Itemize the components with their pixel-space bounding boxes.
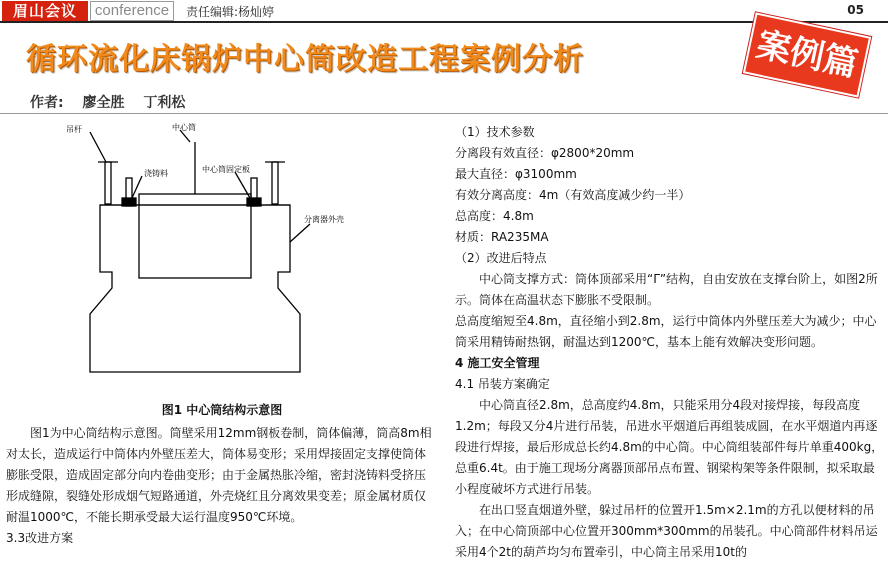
leader-castable [132, 176, 142, 198]
subsection-heading: 4.1 吊装方案确定 [455, 377, 550, 391]
center-tube-outline [139, 194, 251, 278]
leader-hanger [90, 132, 106, 162]
hanger-rod-right [272, 162, 278, 204]
improvement-heading: （2）改进后特点 [455, 251, 547, 265]
section-tag: conference [90, 1, 174, 21]
paragraph: 总高度缩短至4.8m，直径缩小到2.8m，运行中筒体内外壁压差大为减少；中心筒采用精铸耐热钢，耐温达到1200℃，基本上能有效解决变形问题。 [455, 314, 877, 349]
support-block-left [122, 198, 136, 206]
spec-line: 材质：RA235MA [455, 230, 549, 244]
label-castable: 浇铸料 [144, 169, 168, 178]
label-support: 中心筒固定板 [202, 165, 250, 174]
section-heading: 4 施工安全管理 [455, 356, 540, 370]
leader-shell [290, 224, 310, 242]
spec-line: 有效分离高度：4m（有效高度减少约一半） [455, 188, 691, 202]
spec-line: 分离段有效直径：φ2800*20mm [455, 146, 635, 160]
paragraph: 中心筒支撑方式：筒体顶部采用“Γ”结构，自由安放在支撑台阶上，如图2所示。筒体在高温状态下膨胀不受限制。 [455, 272, 878, 307]
category-badge: 案例篇 [743, 12, 871, 97]
journal-logo: 眉山会议 [2, 1, 88, 21]
spec-line: 总高度：4.8m [455, 209, 534, 223]
support-block-right [247, 198, 261, 206]
structure-figure [60, 122, 390, 394]
article-title: 循环流化床锅炉中心筒改造工程案例分析 [26, 42, 584, 77]
structure-diagram [60, 122, 390, 394]
separator-shell-outline [90, 205, 300, 372]
tech-params-heading: （1）技术参数 [455, 125, 535, 139]
label-hanger: 吊杆 [66, 125, 82, 134]
spec-line: 最大直径：φ3100mm [455, 167, 577, 181]
right-column [455, 122, 885, 563]
author-line [30, 92, 199, 112]
paragraph: 在出口竖直烟道外壁，躲过吊杆的位置开1.5m×2.1m的方孔以便材料的吊入；在中心筒顶部中心位置开300mm*300mm的吊装孔。中心筒部件材料吊运采用4个2t的葫芦均匀布置牵引，中心筒主吊采用10t的 [455, 503, 878, 559]
title-divider [0, 113, 888, 114]
paragraph: 图1为中心筒结构示意图。筒壁采用12mm钢板卷制，筒体偏薄，筒高8m相对太长，造成运行中筒体内外壁压差大，筒体易变形；采用焊接固定支撑使筒体膨胀受限，造成固定部分向内卷曲变形；由于金属热胀冷缩，密封浇铸料受挤压形成缝隙，裂缝处形成烟气短路通道，外壳烧红且分离效果变差；原金属材质仅耐温1000℃，不能长期承受最大运行温度950℃环境。 [6, 426, 432, 524]
author-name: 丁利松 [143, 95, 186, 111]
editor-credit: 责任编辑:杨灿婷 [186, 5, 275, 19]
paragraph: 中心筒直径2.8m，总高度约4.8m，只能采用分4段对接焊接，每段高度1.2m；每段又分4片进行吊装，吊进水平烟道后再组装成圆，在水平烟道内再逐段进行焊接，最后形成总长约4.8m的中心筒。中心筒组装部件每片单重400kg，总重6.4t。由于施工现场分离器顶部吊点布置、钢梁构架等条件限制，拟采取最小程度破坏方式进行吊装。 [455, 398, 884, 496]
label-center-tube: 中心筒 [172, 123, 196, 132]
subsection-heading: 3.3改进方案 [6, 531, 74, 545]
author-label: 作者: [30, 95, 64, 111]
label-separator-shell: 分离器外壳 [304, 215, 344, 224]
left-column [6, 423, 436, 549]
page-number: 05 [847, 3, 864, 17]
hanger-rod-left [105, 162, 111, 204]
author-name: 廖全胜 [82, 95, 125, 111]
figure-caption: 图1 中心筒结构示意图 [161, 403, 283, 417]
